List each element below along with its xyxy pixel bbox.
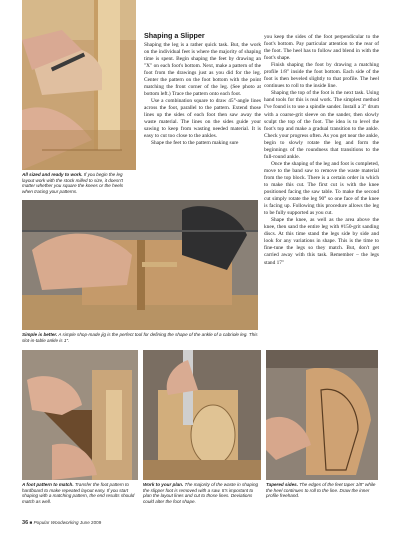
photo-saw-waste (143, 350, 261, 480)
page-folio (22, 520, 101, 526)
foot-pattern-image (22, 350, 138, 480)
photo-foot-pattern (22, 350, 138, 480)
caption-ankle-jig-text: A simple shop-made jig is the perfect tool for defining the shape of the ankle of a cabriole leg. This slot-in-table ankle is 1". (22, 332, 258, 343)
article-paragraph: Shape the feet to the pattern making sure (151, 140, 239, 147)
article-paragraph: Finish shaping the foot by drawing a matching profile 1/8" inside the foot bottom. Each side of the foot is then beveled slightly to that profile. The heel continues to roll to the inside line. (264, 62, 379, 90)
caption-tapered-sides (266, 482, 378, 499)
article-paragraph: Shape the knee, as well as the area above the knee, then sand the entire leg with #150-grit sanding discs. At this time stand the legs side by side and look for any variations in shape. This is the time to fine-tune the legs so they match. But, don't get carried away with this task. Remember – the legs stand 17" (264, 217, 379, 266)
caption-leg-layout-bold: All sized and ready to work. (22, 172, 83, 177)
caption-saw-waste-bold: Work to your plan. (143, 482, 184, 487)
folio-separator: ■ (29, 520, 33, 525)
caption-foot-pattern-bold: A foot pattern to match. (22, 482, 74, 487)
issue-date: June 2009 (79, 520, 102, 525)
caption-foot-pattern (22, 482, 138, 504)
photo-leg-layout (22, 0, 136, 170)
article-paragraph: Shaping the leg is a rather quick task. But, the work on the individual feet is where the majority of shaping time is spent. Begin shaping the feet by drawing an "X" on each foot's bottom. Next, make a pattern of the foot from the drawings just as you did for the leg. Center the pattern on the foot bottom with the point matching the front corner of the leg. (See photo at bottom left.) Trace the pattern onto each foot. (144, 41, 261, 97)
article-paragraph: Use a combination square to draw 45°-angle lines across the foot, parallel to the pattern. Extend those lines up the sides of each foot then saw away the waste material. The lines on the sides guide your sawing to keep from wasting needed material. It is easy to cut too close to the ankles. (144, 97, 261, 140)
caption-ankle-jig-bold: Simple is better. (22, 332, 58, 337)
caption-foot-pattern-text: Transfer the foot pattern to hardboard to make repeated layout easy. If you start shaping with a matching pattern, the end results should match as well. (22, 482, 135, 504)
article-paragraph: Once the shaping of the leg and foot is completed, move to the band saw to remove the waste material from the top block. There is a certain order in which to make this cut. The first cut is with the knee positioned facing the saw table. To make the second cut simply rotate the leg 90° so one face of the knee is facing up. Following this procedure allows the leg to be fully supported as you cut. (264, 160, 379, 217)
caption-tapered-sides-text: The edges of the feet taper 1/8" while the heel continues to roll to the line. Draw the inner profile freehand. (266, 482, 376, 499)
caption-leg-layout-text: If you begin the leg layout work with the stock milled to size, it doesn't matter whether you square the knees or the heels when tracing your patterns. (22, 172, 124, 194)
tapered-sides-image (266, 350, 378, 480)
caption-tapered-sides-bold: Tapered sides. (266, 482, 298, 487)
caption-saw-waste-text: The majority of the waste in shaping the slipper foot is removed with a saw. It's important to plan the layout lines and cut to those lines. Deviations could alter the foot shape. (143, 482, 259, 504)
caption-saw-waste (143, 482, 261, 504)
article-heading: Shaping a Slipper (144, 31, 205, 40)
article-paragraph: Shaping the top of the foot is the next task. Using hand tools for this is real work. The simplest method I've found is to use a spindle sander. Install a 3" drum with a coarse-grit sleeve on the sander, then slowly sculpt the top of the foot. The idea is to level the foot's top and make a gradual transition to the ankle. Check your progress often. As you get near the ankle, begin to slowly rotate the leg and form the beginnings of the roundness that transitions to the full-round ankle. (264, 90, 379, 160)
leg-layout-image (22, 0, 136, 170)
caption-ankle-jig (22, 332, 258, 343)
page-number: 36 (22, 520, 29, 526)
magazine-name: Popular Woodworking (33, 520, 79, 525)
caption-leg-layout (22, 172, 134, 194)
article-paragraph: you keep the sides of the foot perpendicular to the foot's bottom. Pay particular attention to the rear of the foot. The heel has to follow and blend in with the foot's shape. (264, 34, 379, 62)
saw-waste-image (143, 350, 261, 480)
photo-tapered-sides (266, 350, 378, 480)
article-column-2 (264, 34, 379, 267)
photo-ankle-jig (22, 200, 258, 330)
ankle-jig-image (22, 200, 258, 330)
article-column-1 (144, 32, 261, 147)
